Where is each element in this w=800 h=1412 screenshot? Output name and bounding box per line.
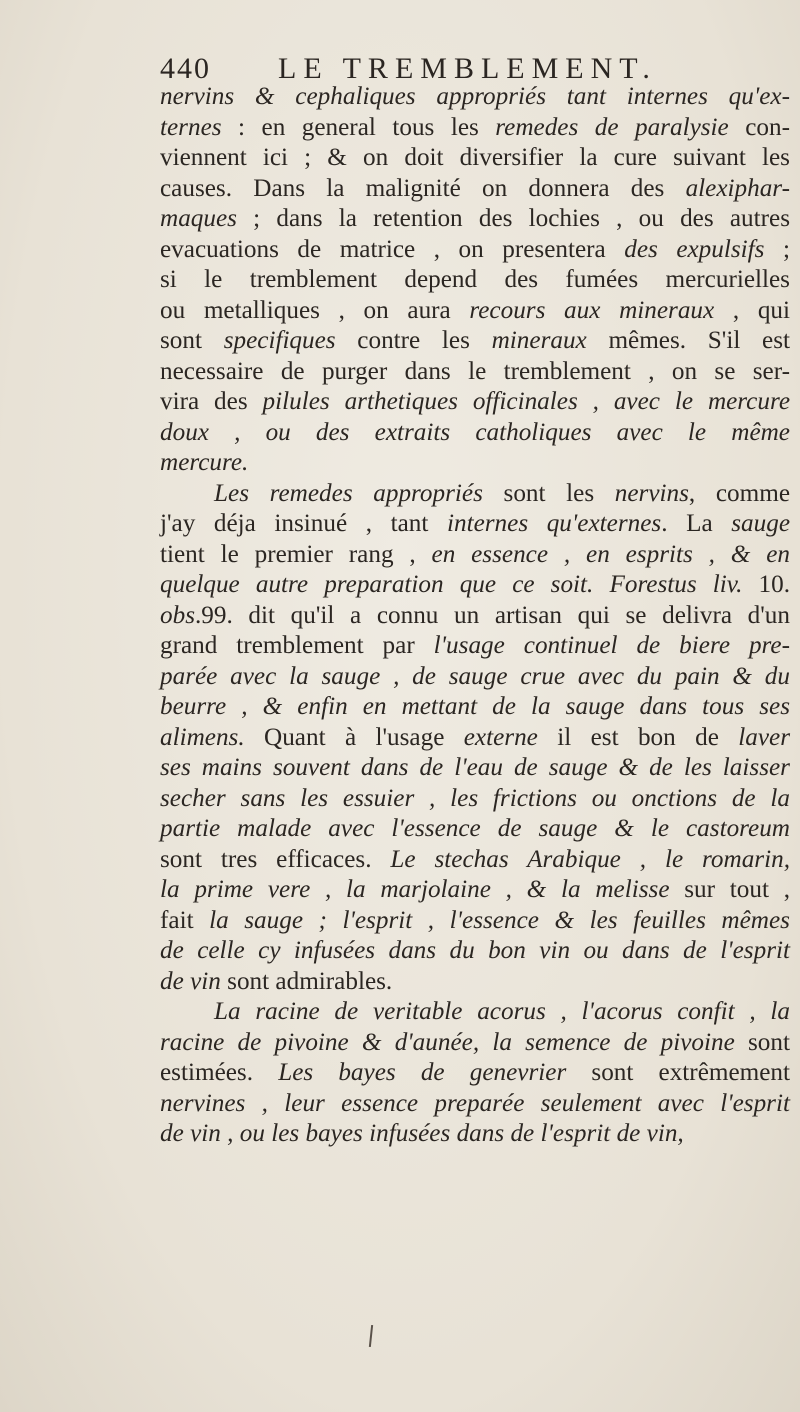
- text-span: fait: [160, 906, 210, 934]
- text-span: specifiques: [223, 327, 336, 354]
- text-span: ses mains souvent dans de l'eau de sauge & de les laisser: [160, 754, 790, 781]
- text-line: [160, 296, 790, 327]
- text-line: [160, 784, 790, 815]
- text-span: nervins: [614, 479, 689, 507]
- text-span: 10.: [742, 571, 791, 598]
- text-span: de vin: [160, 967, 221, 995]
- text-span: , comme: [688, 479, 790, 507]
- text-span: sur tout ,: [669, 876, 790, 903]
- text-span: de vin , ou les bayes infusées dans de l'esprit de vin,: [160, 1120, 684, 1147]
- text-line: [160, 1058, 790, 1089]
- text-span: sont: [734, 1028, 790, 1056]
- text-span: causes. Dans la malignité on donnera des: [160, 174, 686, 202]
- text-span: il est bon de: [537, 723, 739, 751]
- text-line: [160, 448, 790, 479]
- text-line: [160, 814, 790, 845]
- text-span: mêmes. S'il est: [586, 327, 790, 354]
- text-span: ;: [764, 235, 790, 263]
- text-span: Le stechas Arabique , le romarin,: [390, 845, 790, 873]
- text-line: [160, 967, 790, 998]
- text-span: racine de pivoine & d'aunée, la semence de pivoine: [160, 1028, 735, 1056]
- text-line: [160, 113, 790, 144]
- text-span: Les remedes appropriés: [214, 479, 483, 507]
- ink-mark: [369, 1325, 373, 1347]
- text-line: [160, 479, 790, 510]
- text-span: sont admirables.: [220, 967, 393, 995]
- text-span: tient le premier rang ,: [160, 540, 432, 568]
- text-span: sont extrêmement: [566, 1059, 791, 1086]
- text-span: nervins & cephaliques appropriés tant internes qu'ex-: [160, 83, 790, 110]
- text-span: , qui: [714, 296, 791, 324]
- text-span: pilules arthetiques officinales , avec le mercure: [262, 388, 790, 415]
- text-span: mineraux: [491, 327, 587, 354]
- text-line: [160, 1089, 790, 1120]
- text-span: doux , ou des extraits catholiques avec le même: [160, 418, 790, 446]
- text-span: si le tremblement depend des fumées mercurielles: [160, 266, 790, 293]
- text-line: [160, 357, 790, 388]
- text-line: [160, 723, 790, 754]
- text-line: [160, 692, 790, 723]
- text-line: [160, 143, 790, 174]
- text-line: [160, 265, 790, 296]
- text-span: de celle cy infusées dans du bon vin ou dans de l'esprit: [160, 937, 790, 964]
- page-number: 440: [160, 52, 211, 85]
- text-span: viennent ici ; & on doit diversifier la cure suivant les: [160, 144, 790, 171]
- text-line: [160, 540, 790, 571]
- text-span: obs: [160, 601, 195, 629]
- text-span: parée avec la sauge , de sauge crue avec du pain & du: [160, 662, 790, 690]
- text-line: [160, 875, 790, 906]
- text-span: beurre , & enfin en mettant de la sauge dans tous ses: [160, 693, 790, 720]
- text-span: internes qu'externes: [446, 510, 662, 537]
- text-span: sont tres efficaces.: [160, 845, 391, 873]
- text-span: vira des: [160, 388, 263, 415]
- text-line: [160, 997, 790, 1028]
- text-line: [160, 601, 790, 632]
- text-span: remedes de paralysie: [495, 113, 729, 141]
- text-line: [160, 936, 790, 967]
- text-span: ; dans la retention des lochies , ou des autres: [236, 205, 790, 232]
- running-title: LE TREMBLEMENT.: [278, 52, 657, 85]
- text-span: . La: [661, 510, 732, 537]
- text-line: [160, 326, 790, 357]
- text-line: [160, 418, 790, 449]
- text-line: [160, 753, 790, 784]
- text-span: laver: [738, 723, 791, 751]
- text-line: [160, 174, 790, 205]
- text-line: [160, 82, 790, 113]
- text-span: alexiphar-: [685, 174, 790, 202]
- text-span: mercure.: [160, 449, 249, 476]
- text-span: externe: [463, 723, 538, 751]
- text-span: sauge: [731, 510, 790, 537]
- text-line: [160, 1028, 790, 1059]
- text-line: [160, 387, 790, 418]
- text-line: [160, 204, 790, 235]
- text-span: des expulsifs: [624, 235, 765, 263]
- text-span: La racine de veritable acorus , l'acorus confit , la: [214, 998, 790, 1025]
- text-span: recours aux mineraux: [469, 296, 715, 324]
- text-span: Les bayes de genevrier: [278, 1059, 567, 1086]
- text-span: maques: [160, 205, 237, 232]
- text-span: estimées.: [160, 1059, 279, 1086]
- text-span: nervines , leur essence preparée seulement avec l'esprit: [160, 1089, 790, 1117]
- text-span: Quant à l'usage: [244, 723, 464, 751]
- text-span: secher sans les essuier , les frictions ou onctions de la: [160, 784, 790, 812]
- text-span: l'usage continuel de biere pre-: [433, 632, 790, 659]
- text-span: contre les: [335, 327, 492, 354]
- text-span: la prime vere , la marjolaine , & la melisse: [160, 876, 670, 903]
- text-line: [160, 906, 790, 937]
- text-span: alimens.: [160, 723, 245, 751]
- text-span: : en general tous les: [221, 113, 496, 141]
- text-span: .99. dit qu'il a connu un artisan qui se delivra d'un: [195, 601, 790, 629]
- text-span: necessaire de purger dans le tremblement , on se ser-: [160, 357, 790, 385]
- text-span: j'ay déja insinué , tant: [160, 510, 447, 537]
- text-line: [160, 1119, 790, 1150]
- text-span: ternes: [160, 113, 222, 141]
- text-line: [160, 509, 790, 540]
- text-span: partie malade avec l'essence de sauge & le castoreum: [160, 815, 790, 842]
- text-span: con-: [728, 113, 790, 141]
- text-span: en essence , en esprits , & en: [431, 540, 790, 568]
- text-span: sont les: [482, 479, 615, 507]
- text-span: grand tremblement par: [160, 632, 434, 659]
- text-span: ou metalliques , on aura: [160, 296, 470, 324]
- text-line: [160, 662, 790, 693]
- text-line: [160, 631, 790, 662]
- text-line: [160, 570, 790, 601]
- text-line: [160, 235, 790, 266]
- body-text: [160, 82, 790, 1150]
- text-span: sont: [160, 327, 224, 354]
- text-span: evacuations de matrice , on presentera: [160, 235, 625, 263]
- text-span: quelque autre preparation que ce soit. Forestus liv.: [160, 571, 743, 598]
- text-line: [160, 845, 790, 876]
- text-span: la sauge ; l'esprit , l'essence & les feuilles mêmes: [209, 906, 790, 934]
